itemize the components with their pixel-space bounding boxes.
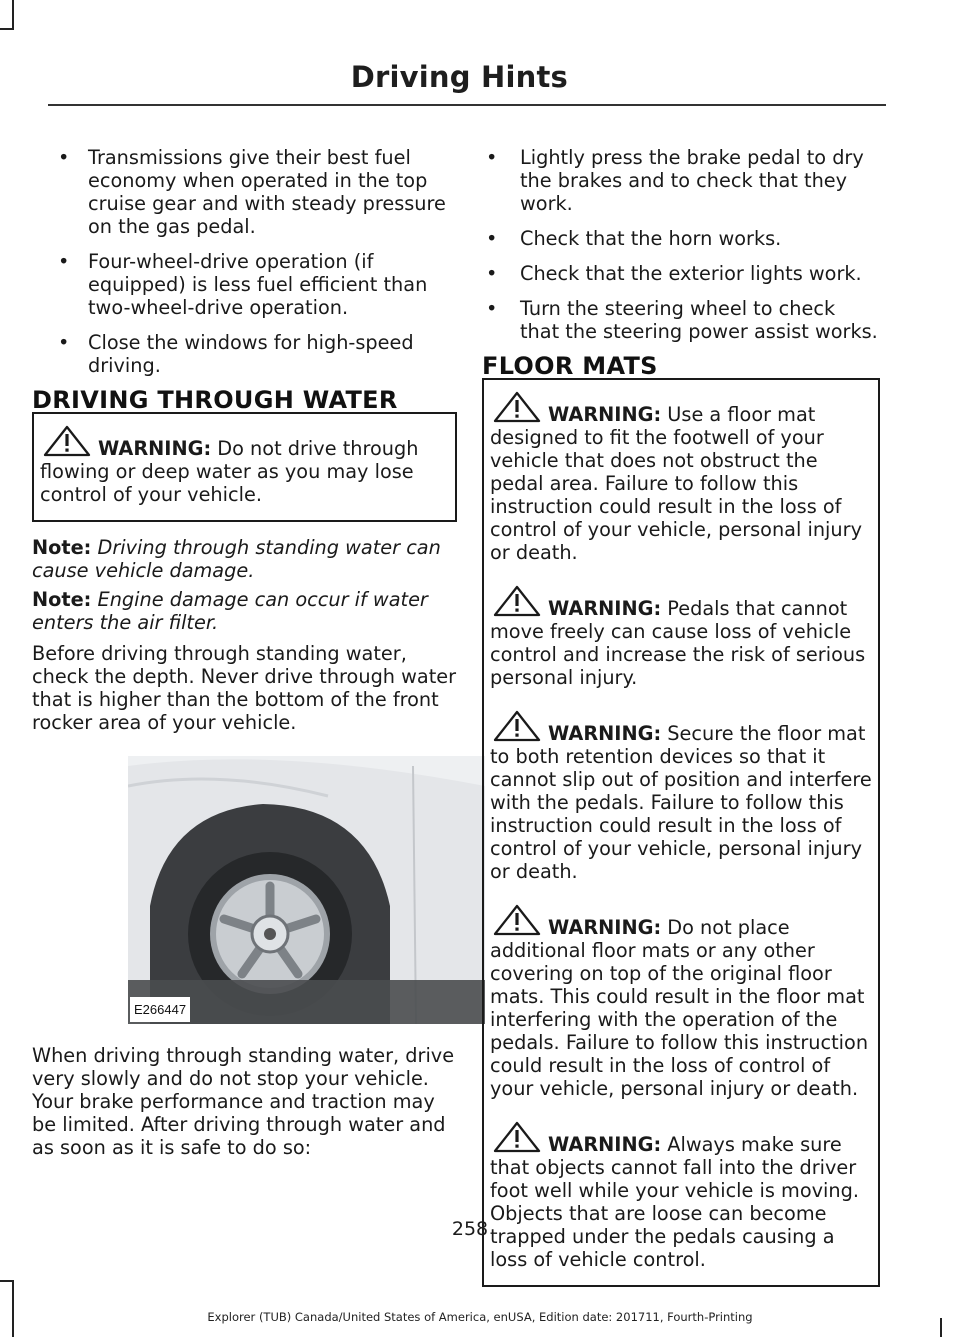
warning-triangle-icon xyxy=(492,709,542,743)
left-column xyxy=(32,146,457,1159)
warning-item: WARNING: Pedals that cannot move freely can cause loss of vehicle control and increase the risk of serious personal injury. xyxy=(490,584,875,689)
list-item: • Four-wheel-drive operation (if equipped) is less fuel efficient than two-wheel-drive operation. xyxy=(58,250,428,319)
after-water-checks-list xyxy=(482,146,880,343)
body-paragraph: Before driving through standing water, check the depth. Never drive through water that is higher than the bottom of the front rocker area of your vehicle. xyxy=(32,642,457,734)
section-heading-floor-mats: FLOOR MATS xyxy=(482,352,658,380)
warning-box xyxy=(32,412,457,522)
list-item: • Transmissions give their best fuel economy when operated in the top cruise gear and with steady pressure on the gas pedal. xyxy=(58,146,446,238)
list-item: • Check that the horn works. xyxy=(486,227,782,250)
note: Note: Driving through standing water can cause vehicle damage. xyxy=(32,536,441,582)
crop-mark xyxy=(0,1280,13,1282)
body-paragraph: When driving through standing water, drive very slowly and do not stop your vehicle. Your brake performance and traction may be limited. After driving through water and as soon as it is safe to do so: xyxy=(32,1044,455,1159)
figure-id: E266447 xyxy=(130,997,190,1022)
crop-mark xyxy=(12,1280,14,1337)
page-number: 258 xyxy=(451,1218,489,1240)
tips-list xyxy=(32,146,457,377)
warning-item: WARNING: Do not drive through flowing or deep water as you may lose control of your vehicle. xyxy=(40,424,452,506)
footer-edition: Explorer (TUB) Canada/United States of America, enUSA, Edition date: 201711, Fourth-Printing xyxy=(207,1310,753,1324)
page-title: Driving Hints xyxy=(350,60,568,94)
warning-triangle-icon xyxy=(492,390,542,424)
list-item: • Lightly press the brake pedal to dry the brakes and to check that they work. xyxy=(486,146,864,215)
warning-item: WARNING: Always make sure that objects cannot fall into the driver foot well while your vehicle is moving. Objects that are loose can become trapped under the pedals causing a loss of vehicle control. xyxy=(490,1120,875,1271)
crop-mark xyxy=(12,0,14,30)
list-item: • Turn the steering wheel to check that the steering power assist works. xyxy=(486,297,878,343)
section-heading-water: DRIVING THROUGH WATER xyxy=(32,386,398,414)
warning-item: WARNING: Do not place additional floor mats or any other covering on top of the original floor mats. This could result in the floor mat interfering with the operation of the pedals. Failure to follow this instruction could result in the loss of control of your vehicle, personal injury or death. xyxy=(490,903,875,1100)
warning-item: WARNING: Secure the floor mat to both retention devices so that it cannot slip out of position and interfere with the pedals. Failure to follow this instruction could result in the loss of control of your vehicle, personal injury or death. xyxy=(490,709,875,883)
warning-item: WARNING: Use a floor mat designed to fit the footwell of your vehicle that does not obstruct the pedal area. Failure to follow this instruction could result in the loss of control of your vehicle, personal injury or death. xyxy=(490,390,875,564)
right-column xyxy=(482,146,880,1287)
wheel-illustration xyxy=(128,756,485,1024)
list-item: • Close the windows for high-speed driving. xyxy=(58,331,414,377)
warning-triangle-icon xyxy=(492,1120,542,1154)
warning-triangle-icon xyxy=(492,584,542,618)
list-item: • Check that the exterior lights work. xyxy=(486,262,862,285)
header-divider xyxy=(48,104,886,106)
warning-box xyxy=(482,378,880,1287)
warning-triangle-icon xyxy=(492,903,542,937)
warning-triangle-icon xyxy=(42,424,92,458)
note: Note: Engine damage can occur if water enters the air filter. xyxy=(32,588,428,634)
crop-mark xyxy=(0,28,13,30)
